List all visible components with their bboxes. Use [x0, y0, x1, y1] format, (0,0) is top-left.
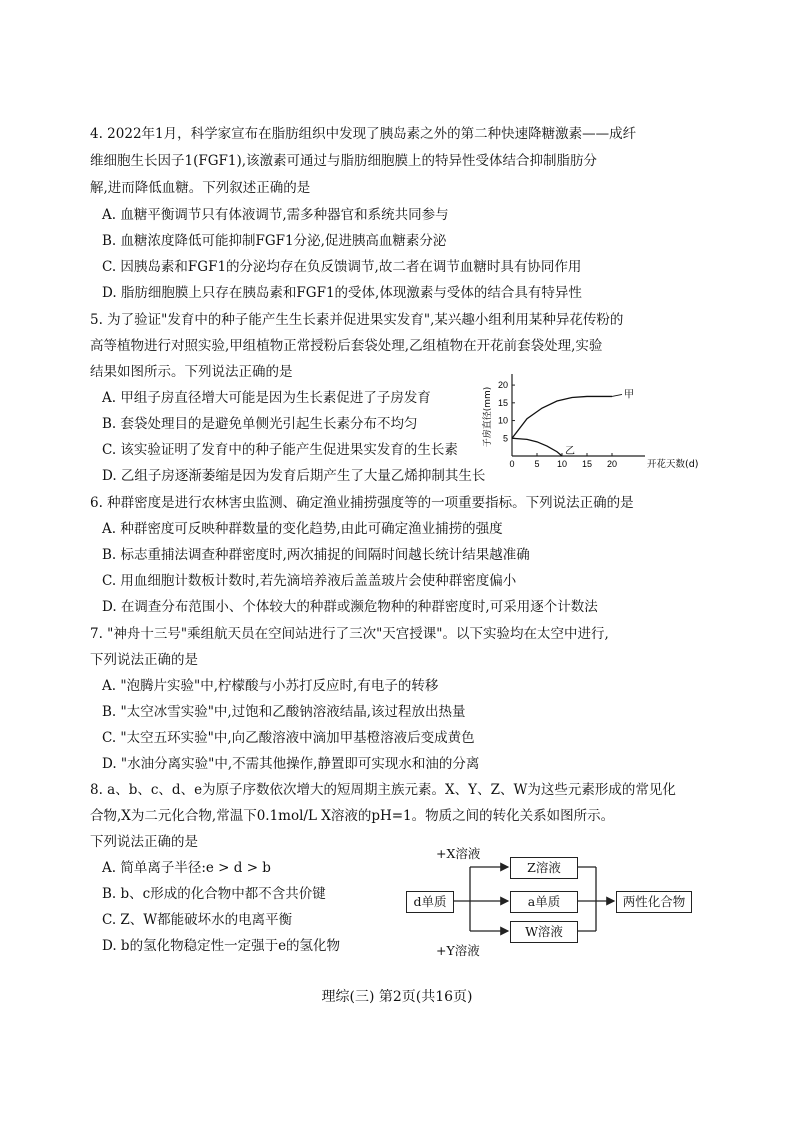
q7-stem-line-1: 7. "神舟十三号"乘组航天员在空间站进行了三次"天宫授课"。以下实验均在太空中进行, — [90, 626, 609, 642]
w-solution-box: W溶液 — [510, 921, 578, 943]
y-axis-title: 子房直径(mm) — [483, 386, 493, 448]
q7-option-c: C. "太空五环实验"中,向乙酸溶液中滴加甲基橙溶液后变成黄色 — [102, 730, 475, 746]
q8-stem-line-2: 合物,X为二元化合物,常温下0.1mol/L X溶液的pH=1。物质之间的转化关系如图所示。 — [90, 808, 615, 824]
q5-option-a: A. 甲组子房直径增大可能是因为生长素促进了子房发育 — [102, 390, 431, 406]
ovary-diameter-chart — [478, 370, 699, 478]
q8-stem-line-1: 8. a、b、c、d、e为原子序数依次增大的短周期主族元素。X、Y、Z、W为这些元素形成的常见化 — [90, 782, 676, 798]
q5-option-c: C. 该实验证明了发育中的种子能产生促进果实发育的生长素 — [102, 442, 458, 458]
z-solution-box: Z溶液 — [510, 857, 578, 879]
q4-stem-line-3: 解,进而降低血糖。下列叙述正确的是 — [90, 180, 311, 196]
q4-stem-line-1: 4. 2022年1月，科学家宣布在脂肪组织中发现了胰岛素之外的第二种快速降糖激素——成纤 — [90, 126, 637, 142]
q5-option-b: B. 套袋处理目的是避免单侧光引起生长素分布不均匀 — [102, 416, 418, 432]
q7-option-b: B. "太空冰雪实验"中,过饱和乙酸钠溶液结晶,该过程放出热量 — [102, 704, 466, 720]
series-name-label: 甲 — [624, 389, 634, 401]
q6-option-a: A. 种群密度可反映种群数量的变化趋势,由此可确定渔业捕捞的强度 — [102, 521, 503, 537]
series-line-0 — [512, 396, 612, 438]
reaction-flow-diagram — [400, 846, 700, 956]
y-tick-label: 10 — [497, 415, 508, 426]
x-tick-label: 15 — [581, 459, 593, 469]
q4-stem-line-2: 维细胞生长因子1(FGF1),该激素可通过与脂肪细胞膜上的特异性受体结合抑制脂肪分 — [90, 153, 598, 169]
x-solution-label: +X溶液 — [436, 846, 481, 861]
q4-option-d: D. 脂肪细胞膜上只存在胰岛素和FGF1的受体,体现激素与受体的结合具有特异性 — [102, 285, 582, 301]
q8-option-c: C. Z、W都能破坏水的电离平衡 — [102, 912, 293, 928]
y-tick-label: 20 — [497, 380, 508, 391]
y-solution-label: +Y溶液 — [436, 943, 480, 958]
x-tick-label: 0 — [509, 459, 515, 469]
q5-stem-line-3: 结果如图所示。下列说法正确的是 — [90, 364, 293, 380]
q7-option-d: D. "水油分离实验"中,不需其他操作,静置即可实现水和油的分离 — [102, 756, 480, 772]
q4-option-a: A. 血糖平衡调节只有体液调节,需多种器官和系统共同参与 — [102, 207, 449, 223]
q6-option-d: D. 在调查分布范围小、个体较大的种群或濒危物种的种群密度时,可采用逐个计数法 — [102, 599, 598, 615]
d-element-box: d单质 — [406, 891, 454, 913]
q6-option-c: C. 用血细胞计数板计数时,若先滴培养液后盖盖玻片会使种群密度偏小 — [102, 573, 517, 589]
q8-stem-line-3: 下列说法正确的是 — [90, 834, 198, 850]
q8-option-b: B. b、c形成的化合物中都不含共价键 — [102, 886, 326, 902]
page-footer: 理综(三) 第2页(共16页) — [321, 989, 473, 1005]
series-name-label: 乙 — [565, 446, 575, 457]
a-element-box: a单质 — [510, 891, 578, 913]
q4-option-b: B. 血糖浓度降低可能抑制FGF1分泌,促进胰高血糖素分泌 — [102, 233, 447, 249]
q5-stem-line-1: 5. 为了验证"发育中的种子能产生生长素并促进果实发育",某兴趣小组利用某种异花传粉的 — [90, 312, 624, 328]
q8-option-a: A. 简单离子半径:e > d > b — [102, 860, 271, 876]
x-tick-label: 20 — [606, 459, 618, 469]
x-axis-title: 开花天数(d) — [647, 459, 699, 470]
series-leader-0 — [612, 394, 622, 396]
q7-option-a: A. "泡腾片实验"中,柠檬酸与小苏打反应时,有电子的转移 — [102, 678, 439, 694]
q6-option-b: B. 标志重捕法调查种群密度时,两次捕捉的间隔时间越长统计结果越准确 — [102, 547, 530, 563]
q4-option-c: C. 因胰岛素和FGF1的分泌均存在负反馈调节,故二者在调节血糖时具有协同作用 — [102, 259, 582, 275]
x-tick-label: 10 — [556, 459, 568, 469]
q5-stem-line-2: 高等植物进行对照实验,甲组植物正常授粉后套袋处理,乙组植物在开花前套袋处理,实验 — [90, 338, 603, 354]
amphoteric-compound-box: 两性化合物 — [616, 891, 692, 913]
y-tick-label: 15 — [497, 397, 508, 408]
q5-option-d: D. 乙组子房逐渐萎缩是因为发育后期产生了大量乙烯抑制其生长 — [102, 468, 486, 484]
q8-option-d: D. b的氢化物稳定性一定强于e的氢化物 — [102, 938, 341, 954]
y-tick-label: 5 — [502, 433, 508, 444]
q7-stem-line-2: 下列说法正确的是 — [90, 652, 198, 668]
q6-stem-line-1: 6. 种群密度是进行农林害虫监测、确定渔业捕捞强度等的一项重要指标。下列说法正确的是 — [90, 495, 634, 511]
x-tick-label: 5 — [534, 459, 540, 469]
